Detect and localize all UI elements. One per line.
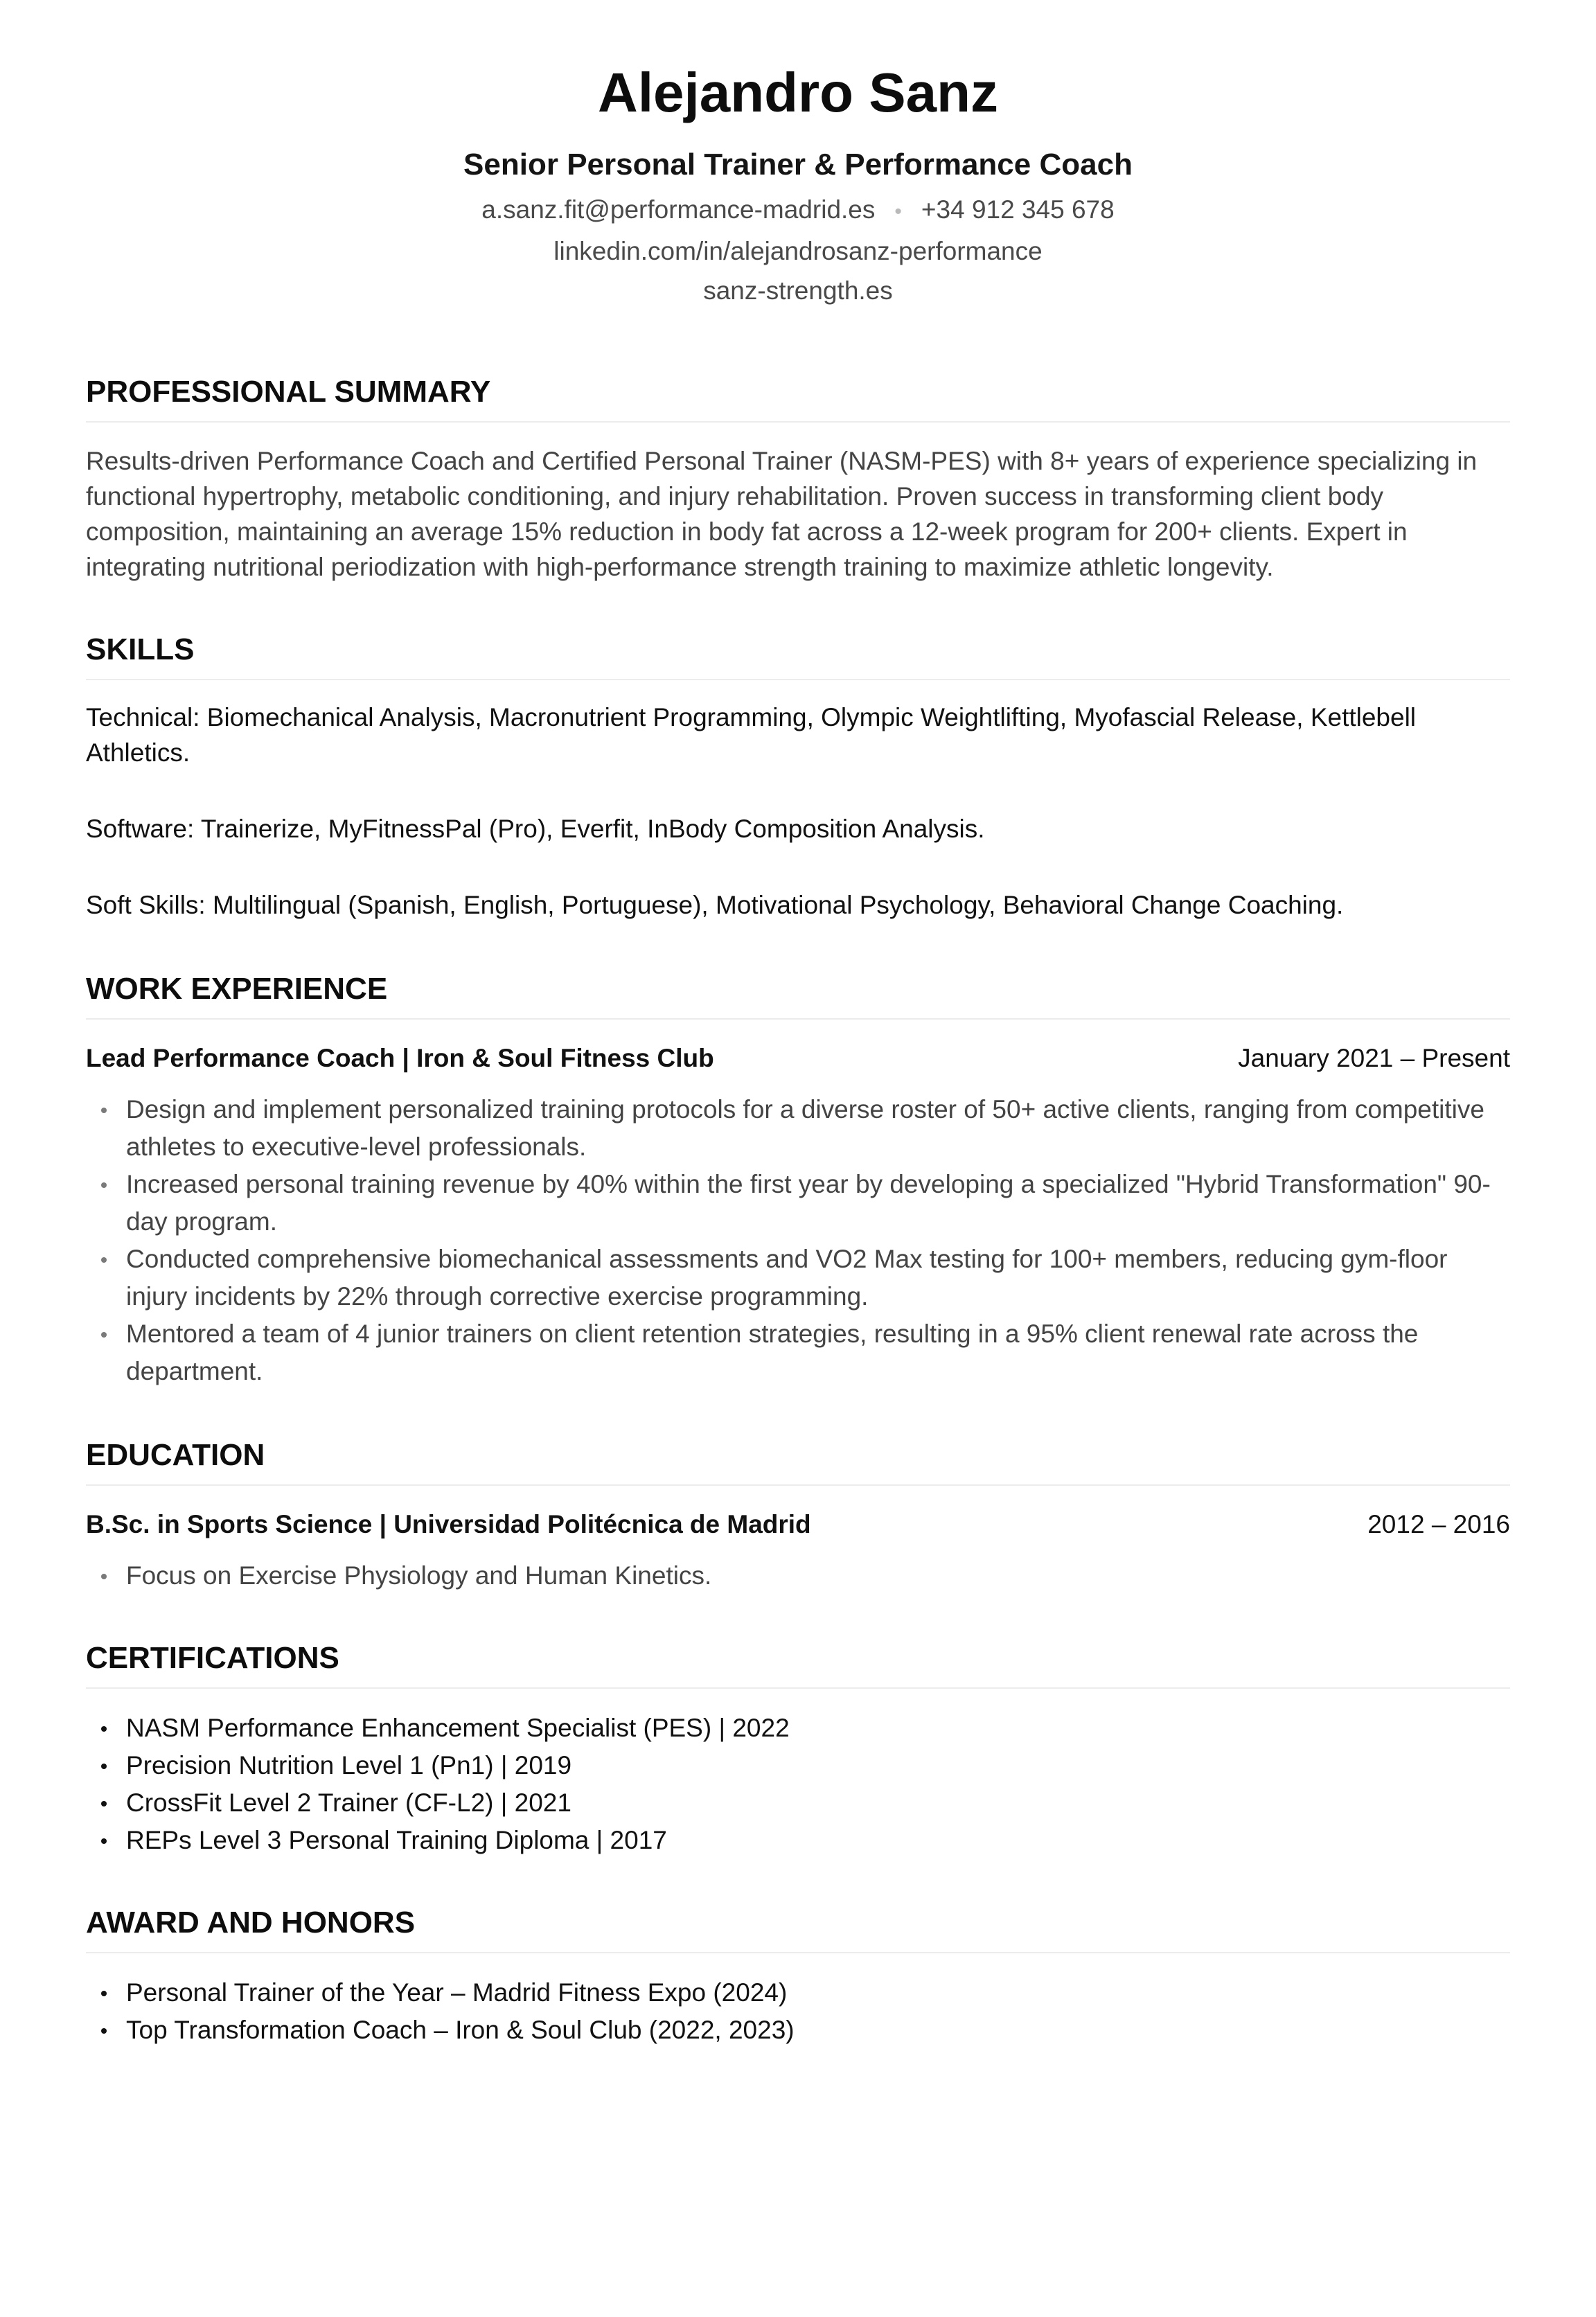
- job-bullet-list: [86, 1091, 1510, 1390]
- list-item: Mentored a team of 4 junior trainers on client retention strategies, resulting in a 95% client renewal rate across the department.: [86, 1315, 1510, 1390]
- phone-number[interactable]: +34 912 345 678: [921, 195, 1115, 224]
- certifications-list: [86, 1710, 1510, 1859]
- list-item: Top Transformation Coach – Iron & Soul Club (2022, 2023): [86, 2012, 1510, 2049]
- summary-section: [86, 373, 1510, 585]
- list-item: Focus on Exercise Physiology and Human Kinetics.: [86, 1557, 1510, 1595]
- work-experience-heading: WORK EXPERIENCE: [86, 970, 1510, 1020]
- work-experience-section: [86, 970, 1510, 1390]
- education-section: [86, 1436, 1510, 1595]
- certifications-section: [86, 1639, 1510, 1859]
- awards-section: [86, 1903, 1510, 2049]
- list-item: REPs Level 3 Personal Training Diploma | 2017: [86, 1822, 1510, 1859]
- list-item: Design and implement personalized training protocols for a diverse roster of 50+ active clients, ranging from competitive athletes to executive-level professionals.: [86, 1091, 1510, 1166]
- website-link[interactable]: sanz-strength.es: [703, 276, 893, 305]
- skills-heading: SKILLS: [86, 630, 1510, 680]
- certifications-heading: CERTIFICATIONS: [86, 1639, 1510, 1689]
- list-item: NASM Performance Enhancement Specialist (PES) | 2022: [86, 1710, 1510, 1747]
- list-item: Conducted comprehensive biomechanical assessments and VO2 Max testing for 100+ members, reducing gym-floor injury incidents by 22% through corrective exercise programming.: [86, 1241, 1510, 1315]
- skills-soft: Soft Skills: Multilingual (Spanish, English, Portuguese), Motivational Psychology, Behavioral Change Coaching.: [86, 890, 1344, 919]
- awards-list: [86, 1974, 1510, 2049]
- list-item: Precision Nutrition Level 1 (Pn1) | 2019: [86, 1747, 1510, 1784]
- job-date: January 2021 – Present: [1238, 1043, 1510, 1072]
- degree-date: 2012 – 2016: [1367, 1509, 1510, 1538]
- summary-text: Results-driven Performance Coach and Certified Personal Trainer (NASM-PES) with 8+ years of experience specializing in functional hypertrophy, metabolic conditioning, and injury rehabilitation. Proven success in transforming client body composition, maintaining an average 15% reduction in body fat across a 12-week program for 200+ clients. Expert in integrating nutritional periodization with high-performance strength training to maximize athletic longevity.: [86, 446, 1478, 581]
- candidate-name: Alejandro Sanz: [598, 62, 998, 123]
- awards-heading: AWARD AND HONORS: [86, 1903, 1510, 1953]
- education-bullet-list: [86, 1557, 1510, 1595]
- skills-section: [86, 630, 1510, 923]
- separator-dot: •: [894, 199, 902, 223]
- job-title: Lead Performance Coach | Iron & Soul Fitness Club: [86, 1043, 714, 1072]
- contact-line-primary: [86, 190, 1510, 231]
- contact-line-website: [86, 271, 1510, 310]
- list-item: CrossFit Level 2 Trainer (CF-L2) | 2021: [86, 1784, 1510, 1822]
- education-entry-header: [86, 1507, 1510, 1542]
- job-entry-header: [86, 1040, 1510, 1076]
- degree-title: B.Sc. in Sports Science | Universidad Politécnica de Madrid: [86, 1509, 811, 1538]
- linkedin-link[interactable]: linkedin.com/in/alejandrosanz-performance: [553, 236, 1043, 265]
- resume-header: [86, 0, 1510, 310]
- skills-software: Software: Trainerize, MyFitnessPal (Pro), Everfit, InBody Composition Analysis.: [86, 814, 985, 843]
- list-item: Increased personal training revenue by 40% within the first year by developing a specialized "Hybrid Transformation" 90-day program.: [86, 1166, 1510, 1241]
- skills-technical: Technical: Biomechanical Analysis, Macronutrient Programming, Olympic Weightlifting, Myofascial Release, Kettlebell Athletics.: [86, 702, 1417, 767]
- list-item: Personal Trainer of the Year – Madrid Fitness Expo (2024): [86, 1974, 1510, 2012]
- candidate-headline: Senior Personal Trainer & Performance Coach: [463, 148, 1133, 181]
- education-heading: EDUCATION: [86, 1436, 1510, 1486]
- summary-heading: PROFESSIONAL SUMMARY: [86, 373, 1510, 423]
- contact-line-linkedin: [86, 231, 1510, 271]
- email-link[interactable]: a.sanz.fit@performance-madrid.es: [481, 195, 876, 224]
